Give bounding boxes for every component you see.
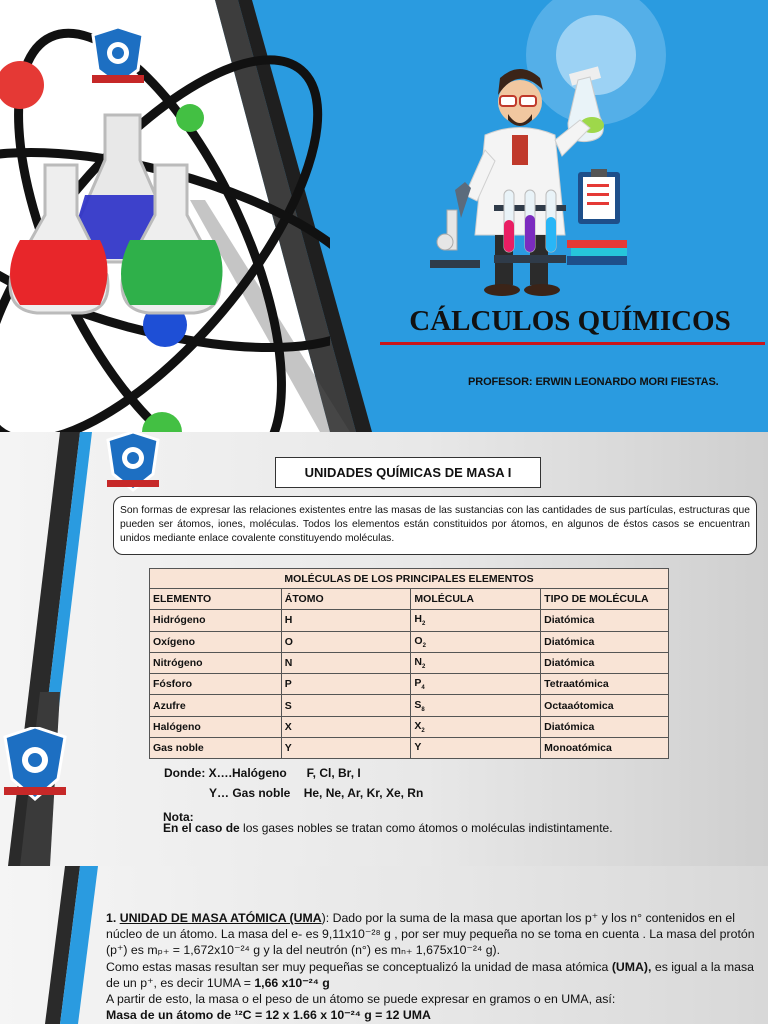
type-cell: Monoatómica [541, 738, 669, 759]
note-body: los gases nobles se tratan como átomos o moléculas indistintamente. [239, 821, 613, 835]
title-rule [380, 342, 765, 345]
header-cell: ÁTOMO [281, 589, 411, 610]
clipboard-icon [576, 168, 622, 226]
molecule-cell [411, 674, 541, 695]
uma-line-1: ): Dado por la suma de la masa que aportan los p⁺ y los n° contenidos en el núcleo de un átomo. La masa del e- es 9,11x10⁻²⁸ g , por ser muy pequeña no se toma en cuenta . La masa del protón (p⁺) es mₚ₊ = 1,672x10⁻²⁴ g y la del neutrón (n°) es mₙ₊ 1,675x10⁻²⁴ g). [106, 911, 755, 958]
atom-cell: S [281, 695, 411, 716]
table-row [150, 652, 669, 673]
note-text [163, 821, 613, 835]
note-bold: En el caso de [163, 821, 240, 835]
uma-line-2a: Como estas masas resultan ser muy pequeñas se conceptualizó la unidad de masa atómica [106, 959, 612, 974]
header-cell: TIPO DE MOLÉCULA [541, 589, 669, 610]
molecule-symbol: P [414, 677, 422, 690]
legend-y: Y… Gas noble He, Ne, Ar, Kr, Xe, Rn [209, 786, 424, 800]
definition-text: Son formas de expresar las relaciones existentes entre las masas de las sustancias con las cantidades de sus partículas, estructuras que pueden ser átomos, iones, moléculas. Todos los elementos están constituidos por átomos, en algunos de éstos casos se encuentran unidos mediante enlace covalente constituyendo moléculas. [113, 496, 757, 555]
molecule-symbol: O [414, 634, 423, 647]
molecule-symbol: H [414, 613, 422, 626]
molecule-subscript: 8 [421, 706, 425, 713]
atom-cell: H [281, 610, 411, 631]
molecule-cell [411, 652, 541, 673]
item-number: 1. [106, 911, 117, 925]
uma-concept [106, 959, 756, 991]
atom-cell: X [281, 716, 411, 737]
atom-orbit-icon [0, 0, 330, 432]
section-title: UNIDADES QUÍMICAS DE MASA I [275, 457, 541, 488]
element-cell: Fósforo [150, 674, 282, 695]
atom-cell: O [281, 631, 411, 652]
table-row [150, 674, 669, 695]
school-crest-icon [88, 25, 148, 93]
molecule-symbol: N [414, 655, 422, 668]
molecule-subscript: 2 [422, 664, 426, 671]
donde-label: Donde: [164, 766, 209, 780]
table-row [150, 738, 669, 759]
header-cell: ELEMENTO [150, 589, 282, 610]
presentation-title: CÁLCULOS QUÍMICOS [409, 305, 731, 337]
molecule-cell [411, 716, 541, 737]
atom-cell: Y [281, 738, 411, 759]
type-cell: Diatómica [541, 631, 669, 652]
legend-x-text: X….Halógeno F, Cl, Br, I [208, 766, 361, 780]
type-cell: Tetraatómica [541, 674, 669, 695]
molecule-subscript: 4 [421, 685, 425, 692]
uma-line-4: Masa de un átomo de ¹²C = 12 x 1.66 x 10⁻²⁴ g = 12 UMA [106, 1008, 431, 1023]
element-cell: Azufre [150, 695, 282, 716]
microscope-icon [425, 180, 485, 270]
molecules-table [149, 568, 669, 759]
school-crest-icon [103, 432, 163, 498]
element-cell: Nitrógeno [150, 652, 282, 673]
molecule-subscript: 2 [422, 642, 426, 649]
uma-paragraph [106, 910, 756, 1023]
units-slide [0, 432, 768, 866]
school-crest-icon [0, 727, 70, 807]
table-row [150, 716, 669, 737]
type-cell: Diatómica [541, 652, 669, 673]
header-cell: MOLÉCULA [411, 589, 541, 610]
element-cell: Gas noble [150, 738, 282, 759]
type-cell: Diatómica [541, 716, 669, 737]
molecule-cell [411, 695, 541, 716]
molecule-symbol: X [414, 719, 422, 732]
atom-cell: N [281, 652, 411, 673]
left-stripes [0, 866, 110, 1024]
molecule-cell [411, 610, 541, 631]
books-icon [565, 238, 630, 268]
uma-line-2b: (UMA), [611, 959, 652, 974]
uma-line-2c: es igual a la masa de un p⁺, es decir 1UMA = [106, 959, 754, 990]
note-label: Nota: [163, 810, 194, 824]
table-header-row [150, 589, 669, 610]
element-cell: Oxígeno [150, 631, 282, 652]
molecule-symbol: Y [414, 741, 422, 754]
molecule-cell [411, 631, 541, 652]
table-caption: MOLÉCULAS DE LOS PRINCIPALES ELEMENTOS [150, 569, 669, 589]
professor-name: PROFESOR: ERWIN LEONARDO MORI FIESTAS. [468, 376, 719, 388]
uma-slide [0, 866, 768, 1024]
table-row [150, 695, 669, 716]
uma-line-2d: 1,66 x10⁻²⁴ g [254, 975, 330, 990]
molecule-subscript: 2 [422, 621, 426, 628]
element-cell: Halógeno [150, 716, 282, 737]
table-row [150, 631, 669, 652]
table-row [150, 610, 669, 631]
type-cell: Diatómica [541, 610, 669, 631]
molecule-subscript: 2 [421, 727, 425, 734]
uma-line-3: A partir de esto, la masa o el peso de un átomo se puede expresar en gramos o en UMA, así: [106, 992, 616, 1007]
title-slide [0, 0, 768, 432]
item-title: UNIDAD DE MASA ATÓMICA (UMA [119, 911, 322, 925]
element-cell: Hidrógeno [150, 610, 282, 631]
molecule-cell [411, 738, 541, 759]
uma-definition [106, 910, 756, 959]
atom-cell: P [281, 674, 411, 695]
type-cell: Octaaótomica [541, 695, 669, 716]
test-tubes-icon [490, 185, 570, 267]
legend-x [164, 766, 361, 780]
molecule-symbol: S [414, 698, 422, 711]
